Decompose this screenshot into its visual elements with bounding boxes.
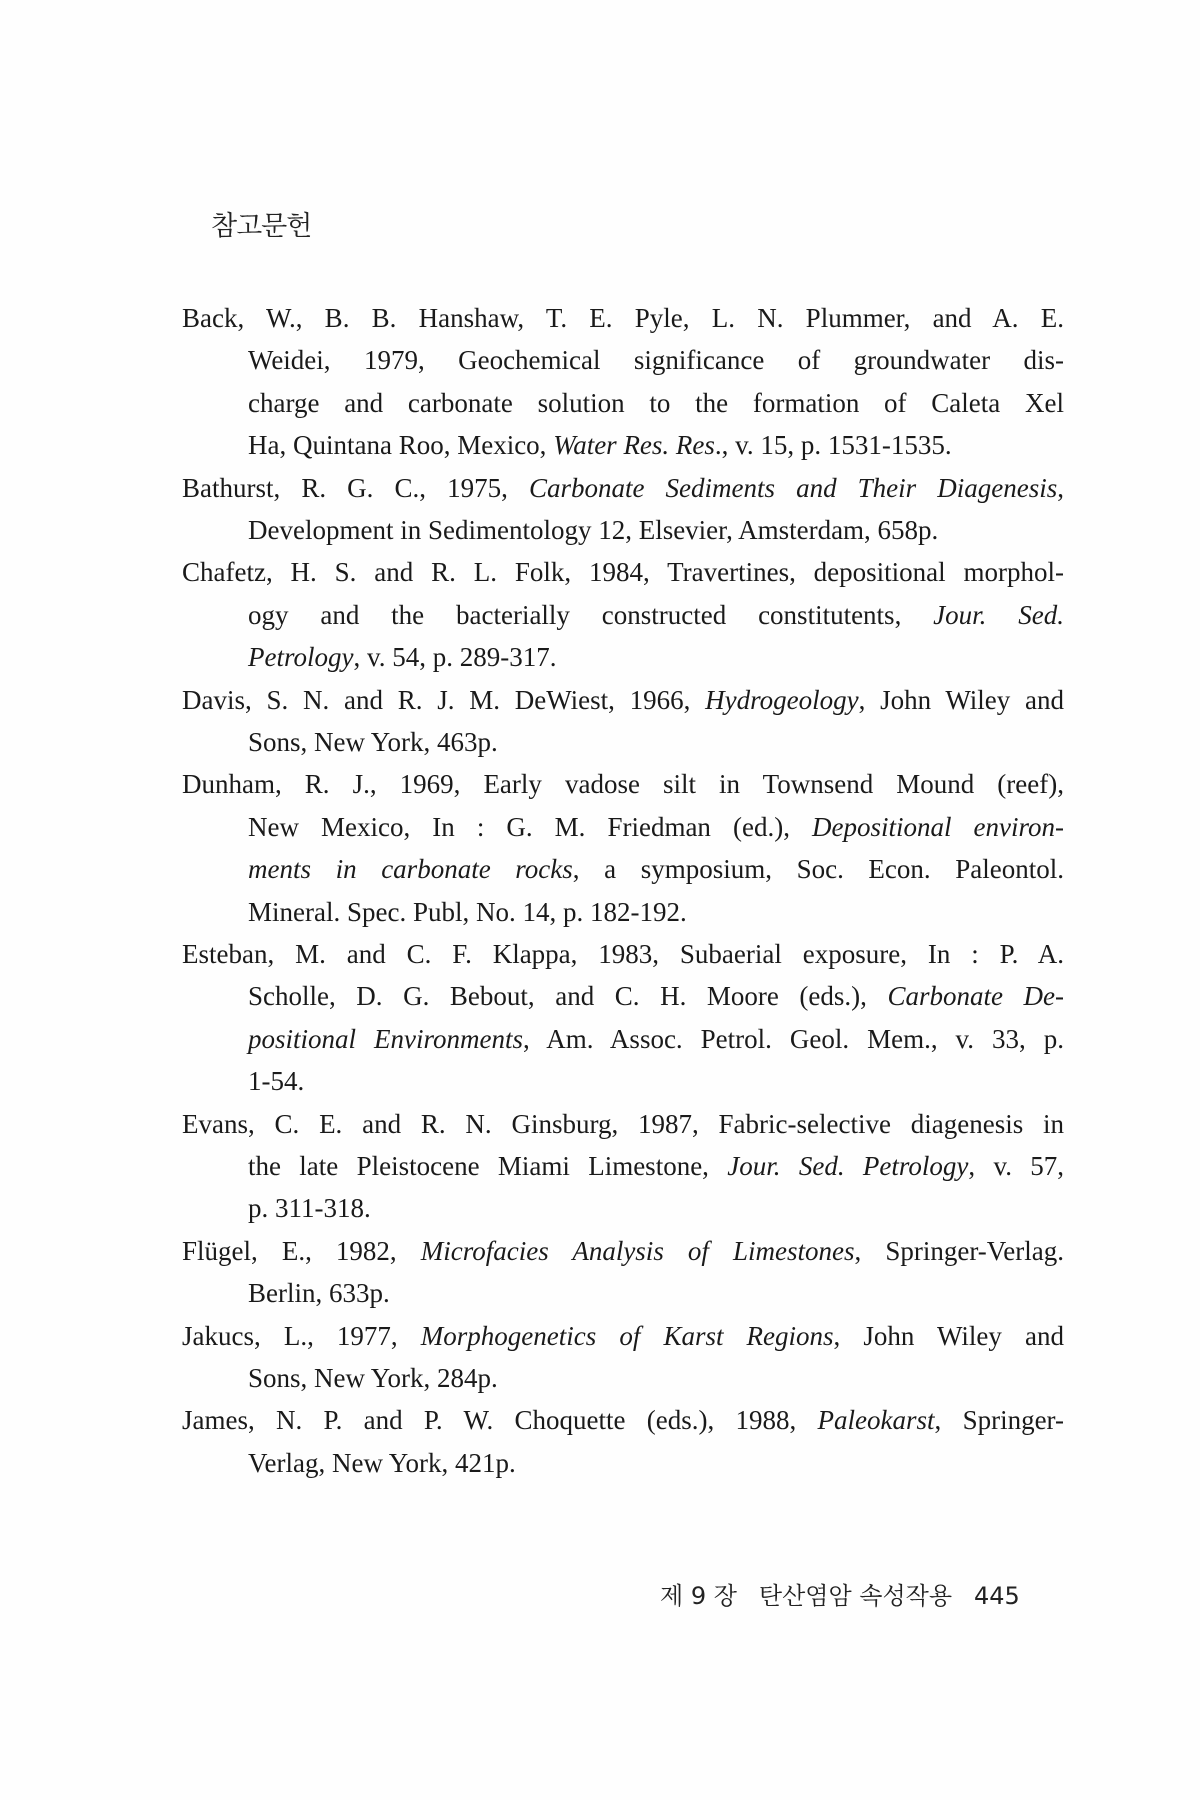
reference-text: ., v. 15, p. 1531-1535. <box>714 430 952 461</box>
reference-text: Jakucs, L., 1977, <box>182 1320 421 1351</box>
reference-line <box>182 764 1064 804</box>
reference-line <box>182 1316 1064 1356</box>
reference-italic-title: Jour. Sed. Petrology <box>727 1151 969 1181</box>
reference-text: the late Pleistocene Miami Limestone, <box>248 1151 728 1181</box>
reference-text: , John Wiley and <box>858 684 1064 715</box>
reference-italic-title: Water Res. Res <box>553 430 715 461</box>
reference-line <box>248 510 1064 550</box>
reference-text: James, N. P. and P. W. Choquette (eds.), 1988, <box>182 1405 818 1436</box>
footer-chapter-title: 탄산염암 속성작용 <box>758 1582 953 1610</box>
reference-line <box>248 849 1064 889</box>
reference-line <box>182 1104 1064 1144</box>
reference-line <box>248 807 1064 847</box>
reference-text: Flügel, E., 1982, <box>182 1235 421 1266</box>
reference-text: Weidei, 1979, Geochemical significance of groundwater dis- <box>248 345 1064 376</box>
reference-line <box>248 1146 1064 1186</box>
reference-italic-title: Petrology <box>248 642 354 673</box>
reference-line <box>248 340 1064 380</box>
reference-text: Bathurst, R. G. C., 1975, <box>182 472 529 503</box>
reference-line <box>248 1443 1064 1483</box>
reference-line <box>182 468 1064 508</box>
footer-chapter: 제 9 장 <box>660 1582 737 1610</box>
reference-line <box>248 892 1064 932</box>
page-footer <box>660 1576 1042 1611</box>
reference-text: Scholle, D. G. Bebout, and C. H. Moore (eds.), <box>248 981 888 1012</box>
reference-text: Back, W., B. B. Hanshaw, T. E. Pyle, L. N. Plummer, and A. E. <box>182 303 1064 333</box>
reference-italic-title: positional Environments <box>248 1023 523 1054</box>
reference-text: , John Wiley and <box>833 1320 1064 1351</box>
reference-text: Chafetz, H. S. and R. L. Folk, 1984, Travertines, depositional morphol- <box>182 557 1064 588</box>
reference-line <box>248 1273 1064 1313</box>
reference-text: ogy and the bacterially constructed constitutents, <box>248 599 934 630</box>
section-heading: 참고문헌 <box>211 211 312 242</box>
reference-line <box>182 1400 1064 1440</box>
reference-line <box>182 680 1064 720</box>
reference-italic-title: Microfacies Analysis of Limestones <box>420 1235 855 1266</box>
reference-line <box>182 298 1064 338</box>
reference-text: 1-54. <box>248 1066 305 1097</box>
reference-text: , a symposium, Soc. Econ. Paleontol. <box>572 854 1065 885</box>
reference-line <box>248 1358 1064 1398</box>
reference-text: , Springer-Verlag. <box>854 1235 1065 1266</box>
reference-text: Evans, C. E. and R. N. Ginsburg, 1987, Fabric-selective diagenesis in <box>182 1108 1064 1139</box>
reference-italic-title: Morphogenetics of Karst Regions <box>420 1320 834 1351</box>
reference-italic-title: Paleokarst <box>817 1405 935 1436</box>
reference-line <box>248 1019 1064 1059</box>
reference-text: , Am. Assoc. Petrol. Geol. Mem., v. 33, p. <box>522 1023 1064 1054</box>
reference-text: p. 311-318. <box>248 1193 371 1224</box>
reference-italic-title: Hydrogeology <box>705 684 859 715</box>
reference-text: Ha, Quintana Roo, Mexico, <box>248 430 554 461</box>
reference-text: , Springer- <box>934 1405 1065 1436</box>
reference-line <box>248 637 1064 677</box>
reference-italic-title: Carbonate De- <box>887 981 1064 1012</box>
reference-text: Davis, S. N. and R. J. M. DeWiest, 1966, <box>182 684 706 715</box>
reference-italic-title: Depositional environ- <box>811 811 1064 842</box>
reference-text: Sons, New York, 284p. <box>248 1363 498 1393</box>
reference-text: Dunham, R. J., 1969, Early vadose silt in Townsend Mound (reef), <box>182 769 1064 800</box>
reference-line <box>248 1188 1064 1228</box>
reference-line <box>248 383 1064 423</box>
reference-line <box>248 595 1064 635</box>
reference-line <box>248 1061 1064 1101</box>
reference-text: Berlin, 633p. <box>248 1278 390 1309</box>
reference-line <box>248 425 1064 465</box>
reference-text: Mineral. Spec. Publ, No. 14, p. 182-192. <box>248 896 687 927</box>
reference-italic-title: ments in carbonate rocks <box>248 854 573 885</box>
reference-text: Sons, New York, 463p. <box>248 727 498 757</box>
reference-text: , <box>1057 472 1064 503</box>
reference-text: Esteban, M. and C. F. Klappa, 1983, Subaerial exposure, In : P. A. <box>182 939 1064 969</box>
reference-line <box>248 722 1064 762</box>
reference-line <box>248 976 1064 1016</box>
reference-line <box>182 552 1064 592</box>
reference-text: , v. 54, p. 289-317. <box>353 642 557 673</box>
reference-italic-title: Carbonate Sediments and Their Diagenesis <box>528 472 1058 503</box>
reference-text: charge and carbonate solution to the formation of Caleta Xel <box>248 387 1064 418</box>
reference-text: , v. 57, <box>968 1151 1065 1181</box>
reference-text: New Mexico, In : G. M. Friedman (ed.), <box>248 811 812 842</box>
reference-text: Development in Sedimentology 12, Elsevier, Amsterdam, 658p. <box>248 515 939 545</box>
reference-line <box>182 1231 1064 1271</box>
reference-text: Verlag, New York, 421p. <box>248 1447 516 1478</box>
reference-italic-title: Jour. Sed. <box>933 599 1064 630</box>
reference-line <box>182 934 1064 974</box>
page-number: 445 <box>974 1582 1020 1610</box>
